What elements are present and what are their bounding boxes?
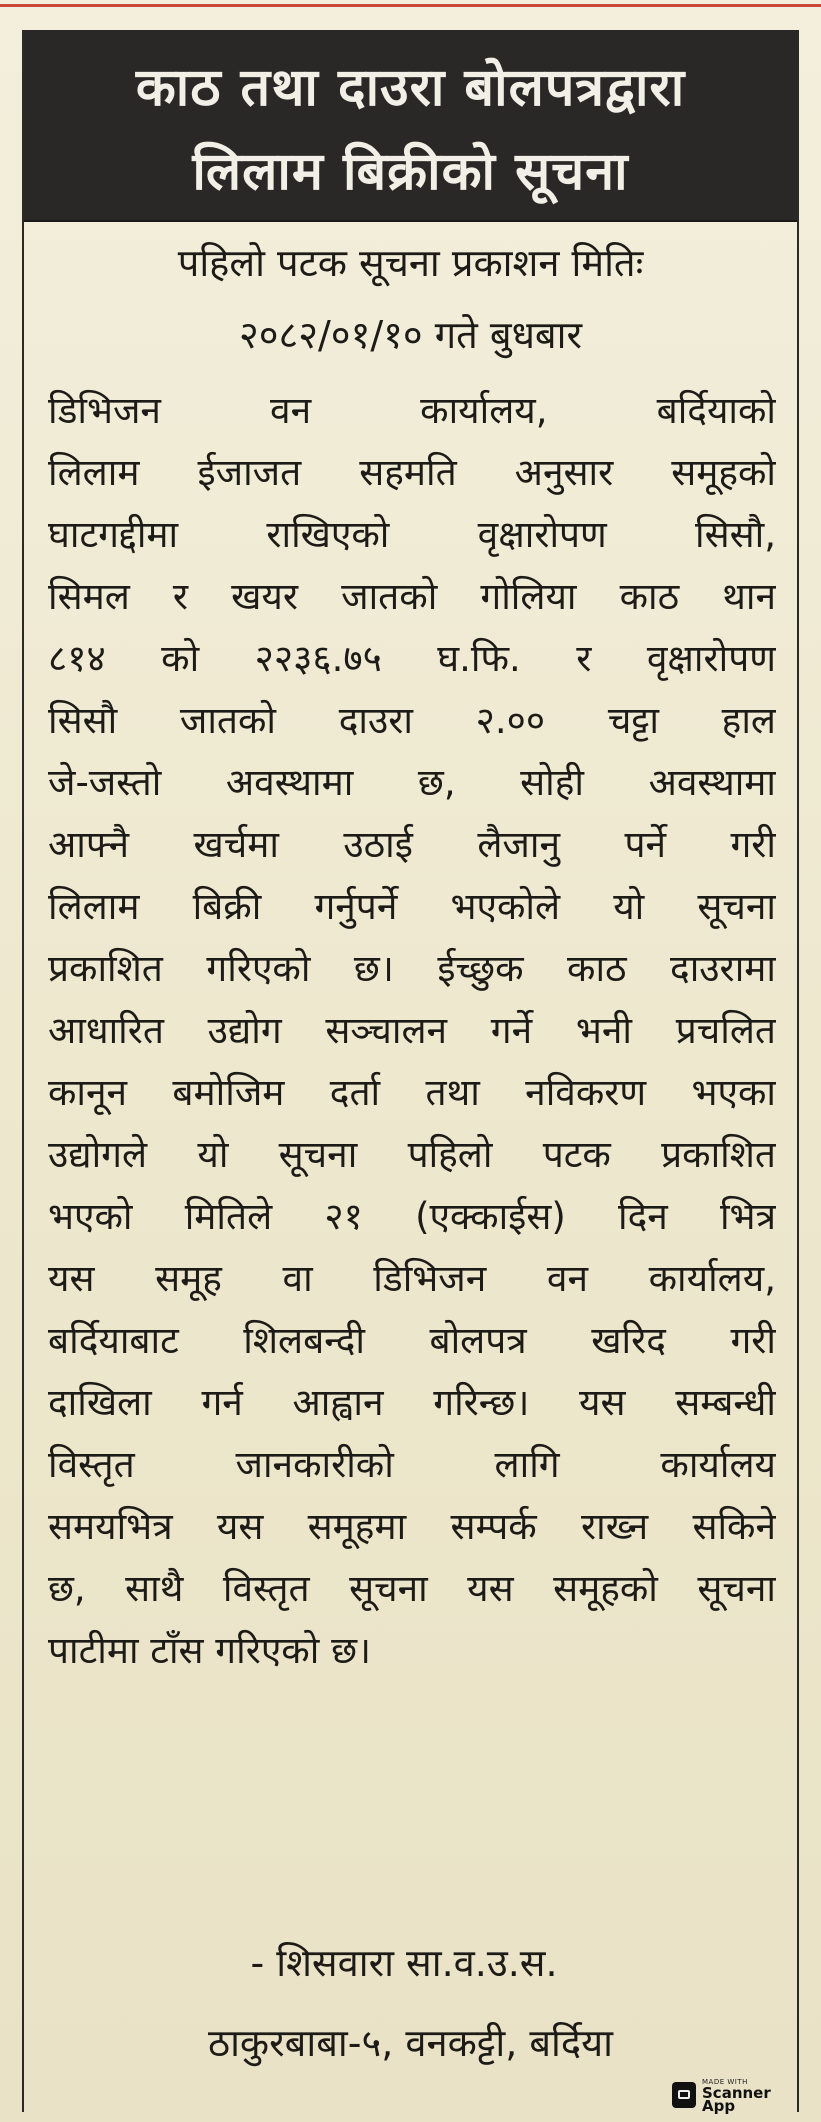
body-line: विस्तृत जानकारीको लागि कार्यालय (48, 1443, 776, 1486)
notice-title-line-1: काठ तथा दाउरा बोलपत्रद्वारा (135, 58, 686, 118)
body-line: कानून बमोजिम दर्ता तथा नविकरण भएका (48, 1071, 776, 1114)
notice-title-line-2: लिलाम बिक्रीको सूचना (192, 142, 629, 202)
watermark-app-name-2: App (702, 2097, 736, 2115)
top-red-rule (0, 4, 821, 7)
watermark-app-name-1: Scanner (702, 2084, 771, 2102)
notice-body (48, 380, 776, 1682)
body-line: भएको मितिले २१ (एक्काईस) दिन भित्र (48, 1195, 776, 1238)
body-line: समयभित्र यस समूहमा सम्पर्क राख्न सकिने (48, 1505, 776, 1548)
body-line: जे-जस्तो अवस्थामा छ, सोही अवस्थामा (48, 761, 776, 804)
scanner-app-icon (672, 2082, 696, 2108)
watermark-app-name (702, 2084, 782, 2115)
body-line: लिलाम ईजाजत सहमति अनुसार समूहको (48, 451, 776, 494)
body-line: ८१४ को २२३६.७५ घ.फि. र वृक्षारोपण (48, 637, 776, 680)
body-line: सिसौ जातको दाउरा २.०० चट्टा हाल (48, 699, 776, 742)
watermark-made-with: MADE WITH (702, 2078, 748, 2086)
body-line: आधारित उद्योग सञ्चालन गर्ने भनी प्रचलित (48, 1009, 776, 1052)
body-line: उद्योगले यो सूचना पहिलो पटक प्रकाशित (48, 1133, 776, 1176)
body-line: छ, साथै विस्तृत सूचना यस समूहको सूचना (48, 1567, 776, 1610)
publication-label: पहिलो पटक सूचना प्रकाशन मितिः (177, 241, 644, 285)
title-banner (24, 30, 797, 222)
notice-box (22, 30, 799, 2112)
body-line: घाटगद्दीमा राखिएको वृक्षारोपण सिसौ, (48, 513, 776, 556)
signature-organization: - शिसवारा सा.व.उ.स. (250, 1941, 558, 1985)
publication-date: २०८२/०१/१० गते बुधबार (238, 313, 583, 357)
signature-address: ठाकुरबाबा-५, वनकट्टी, बर्दिया (208, 2021, 613, 2065)
body-line: यस समूह वा डिभिजन वन कार्यालय, (48, 1257, 776, 1300)
body-line: आफ्नै खर्चमा उठाई लैजानु पर्ने गरी (48, 823, 776, 866)
body-line: बर्दियाबाट शिलबन्दी बोलपत्र खरिद गरी (48, 1319, 776, 1362)
body-line: प्रकाशित गरिएको छ। ईच्छुक काठ दाउरामा (48, 947, 776, 990)
body-line: दाखिला गर्न आह्वान गरिन्छ। यस सम्बन्धी (48, 1381, 776, 1424)
scanner-app-watermark (672, 2078, 802, 2114)
body-line: डिभिजन वन कार्यालय, बर्दियाको (48, 389, 776, 432)
body-line: लिलाम बिक्री गर्नुपर्ने भएकोले यो सूचना (48, 885, 776, 928)
body-line: पाटीमा टाँस गरिएको छ। (48, 1629, 372, 1672)
body-line: सिमल र खयर जातको गोलिया काठ थान (48, 575, 776, 618)
